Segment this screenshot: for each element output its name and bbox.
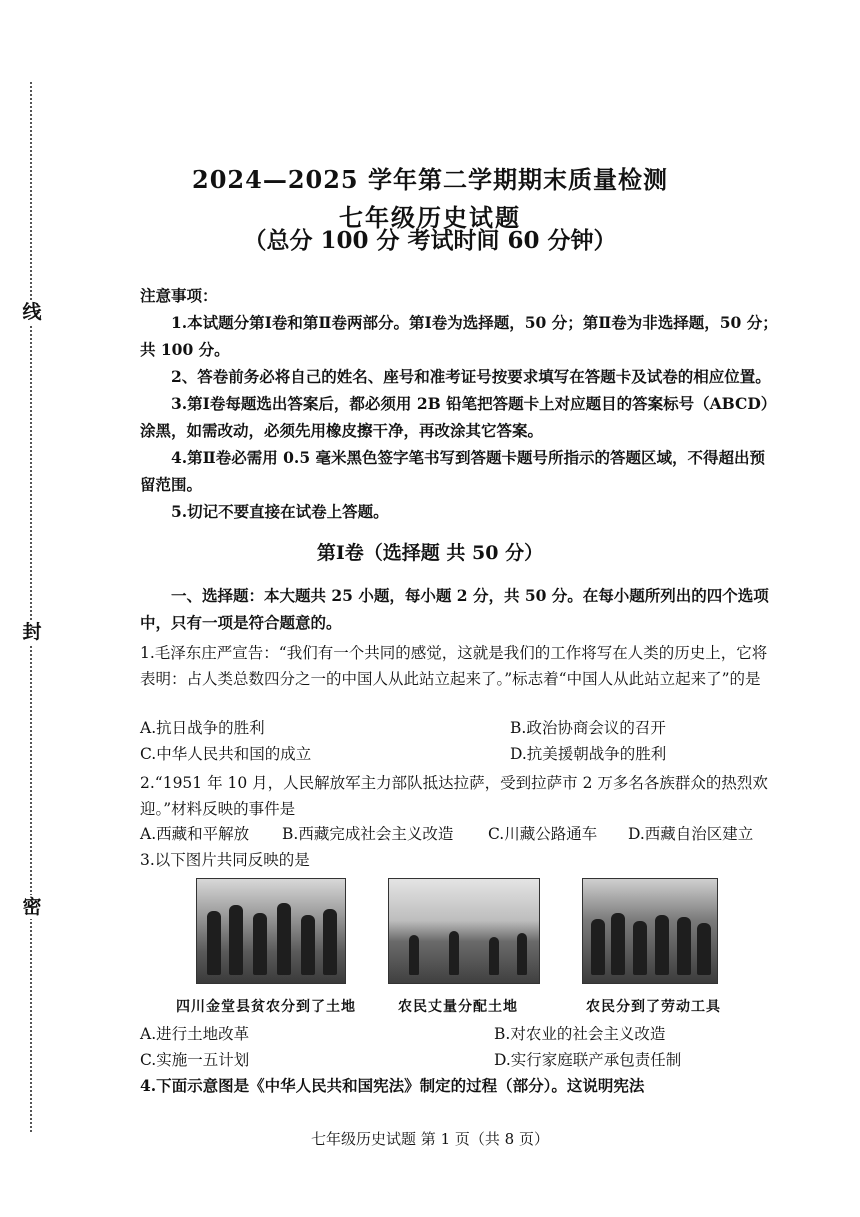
- q2-option-a: A.西藏和平解放: [140, 825, 250, 843]
- notice-item-1: 1.本试题分第Ⅰ卷和第Ⅱ卷两部分。第Ⅰ卷为选择题，50 分；第Ⅱ卷为非选择题，50 分；共 100 分。: [140, 313, 778, 359]
- q1-option-a: A.抗日战争的胜利: [140, 719, 265, 737]
- q3-photo-3: [582, 878, 718, 984]
- q3-photo-1: [196, 878, 346, 984]
- section-title: 第Ⅰ卷（选择题 共 50 分）: [316, 542, 544, 564]
- notice-item-2: 2、答卷前务必将自己的姓名、座号和准考证号按要求填写在答题卡及试卷的相应位置。: [171, 367, 771, 386]
- page-footer: 七年级历史试题 第 1 页（共 8 页）: [311, 1130, 549, 1148]
- section-instruction: 一、选择题：本大题共 25 小题，每小题 2 分，共 50 分。在每小题所列出的四个选项中，只有一项是符合题意的。: [140, 586, 769, 632]
- q2-stem: 2.“1951 年 10 月，人民解放军主力部队抵达拉萨，受到拉萨市 2 万多名各族群众的热烈欢迎。”材料反映的事件是: [140, 774, 768, 818]
- notice-item-4: 4.第Ⅱ卷必需用 0.5 毫米黑色签字笔书写到答题卡题号所指示的答题区域，不得超出预留范围。: [140, 448, 766, 494]
- q4-stem: 4.下面示意图是《中华人民共和国宪法》制定的过程（部分）。这说明宪法: [140, 1076, 645, 1095]
- notice-item-3: 3.第Ⅰ卷每题选出答案后，都必须用 2B 铅笔把答题卡上对应题目的答案标号（ABCD）涂黑，如需改动，必须先用橡皮擦干净，再改涂其它答案。: [140, 394, 777, 440]
- q2-option-c: C.川藏公路通车: [488, 825, 598, 843]
- q2-option-b: B.西藏完成社会主义改造: [282, 825, 454, 843]
- q3-option-d: D.实行家庭联产承包责任制: [494, 1051, 682, 1069]
- exam-meta: （总分 100 分 考试时间 60 分钟）: [243, 227, 617, 254]
- exam-title: 2024—2025 学年第二学期期末质量检测: [192, 165, 668, 194]
- notice-heading: 注意事项：: [140, 286, 218, 305]
- q3-caption-1: 四川金堂县贫农分到了土地: [176, 999, 356, 1015]
- binding-char-feng: 封: [20, 620, 44, 644]
- q3-option-b: B.对农业的社会主义改造: [494, 1025, 666, 1043]
- q1-option-c: C.中华人民共和国的成立: [140, 745, 312, 763]
- q2-option-d: D.西藏自治区建立: [628, 825, 754, 843]
- q1-option-b: B.政治协商会议的召开: [510, 719, 666, 737]
- q3-photo-2: [388, 878, 540, 984]
- notice-item-5: 5.切记不要直接在试卷上答题。: [171, 502, 389, 521]
- q3-caption-3: 农民分到了劳动工具: [586, 999, 721, 1015]
- q3-stem: 3.以下图片共同反映的是: [140, 851, 310, 869]
- q1-stem: 1.毛泽东庄严宣告：“我们有一个共同的感觉，这就是我们的工作将写在人类的历史上，它将表明：占人类总数四分之一的中国人从此站立起来了。”标志着“中国人从此站立起来了”的是: [140, 644, 768, 688]
- q3-caption-2: 农民丈量分配土地: [398, 999, 518, 1015]
- binding-char-mi: 密: [20, 895, 44, 919]
- notice-block: [140, 282, 780, 525]
- q3-option-c: C.实施一五计划: [140, 1051, 250, 1069]
- q3-option-a: A.进行土地改革: [140, 1025, 250, 1043]
- q1-option-d: D.抗美援朝战争的胜利: [510, 745, 667, 763]
- exam-subtitle: 七年级历史试题: [339, 203, 521, 232]
- binding-char-xian: 线: [20, 300, 44, 324]
